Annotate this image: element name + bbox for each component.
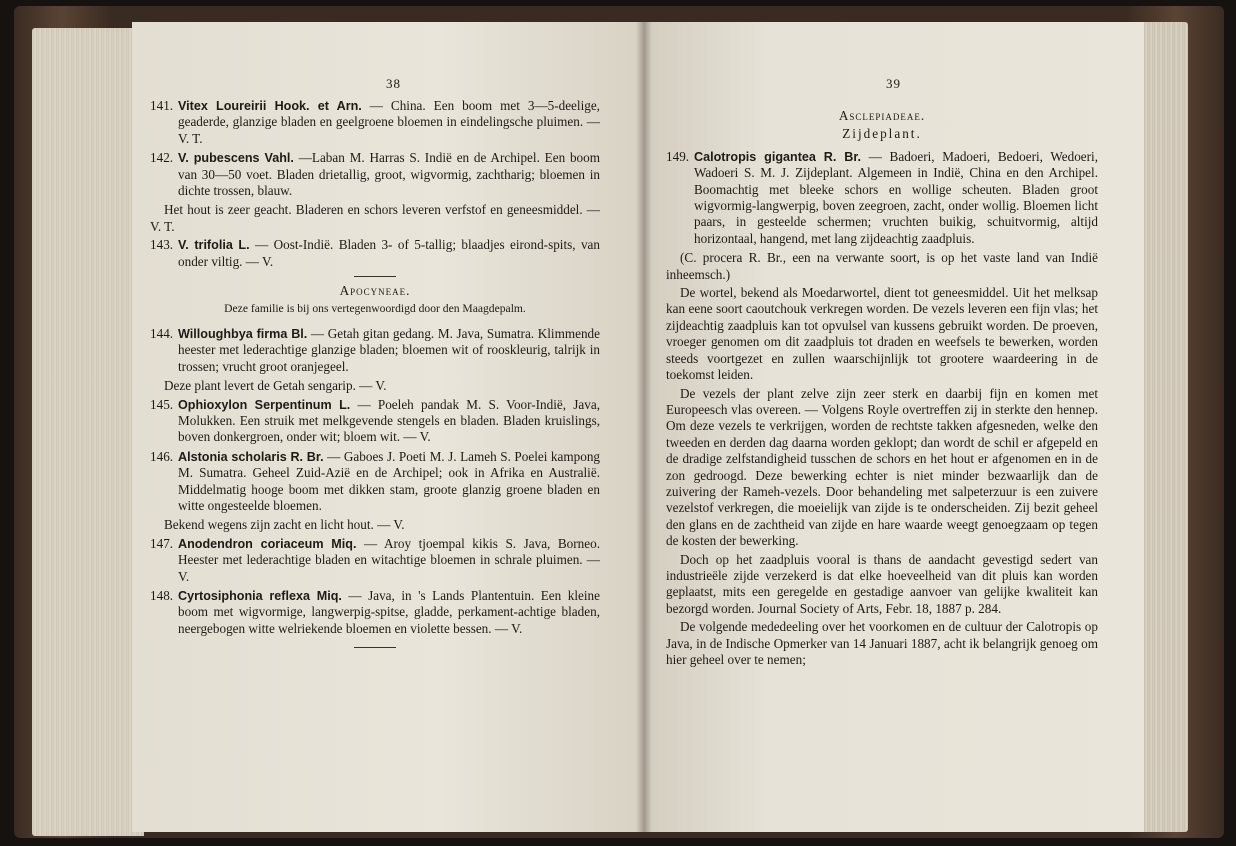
entry-number: 141. [150,98,174,113]
page-edges-left [32,28,144,836]
entry [150,150,600,199]
entry [150,397,600,446]
paragraph: Deze plant levert de Getah sengarip. — V. [164,378,387,394]
paragraph: Bekend wegens zijn zacht en licht hout. — V. [164,517,405,533]
right-page-body [666,102,1098,670]
entry-text: — Gaboes J. Poeti M. J. Lameh S. Poelei kampong M. Sumatra. Geheel Zuid-Azië en de Archipel; ook in Afrika en Australië. Middelmatig hooge boom met dikken stam, groote glanzig groene bladen en witte ongesteelde bloemen. [178,448,601,513]
entry-text: — Aroy tjoempal kikis S. Java, Borneo. Heester met lederachtige bladen en witachtige bloemen in schrale pluimen. — V. [178,535,600,584]
species-name: Ophioxylon Serpentinum L. [178,397,351,412]
entry-text: — China. Een boom met 3—5-deelige, geaderde, glanzige bladen en geelgroene bloemen in eindelingsche pluimen. — V. T. [178,98,600,146]
section-note: Deze familie is bij ons vertegenwoordigd door den Maagdepalm. [224,302,526,316]
entry-text: — Java, in 's Lands Plantentuin. Een kleine boom met wigvormige, langwerpig-spitse, gladde, perkament-achtige bladen, neergebogen witte welriekende bloemen en violette bessen. — V. [178,587,600,636]
right-page [644,22,1144,832]
entry [150,536,600,585]
entry-number: 148. [150,587,174,603]
entry-number: 142. [150,150,174,166]
species-name: Alstonia scholaris R. Br. [178,449,324,464]
species-name: V. trifolia L. [178,238,250,253]
page-number-left: 38 [386,76,401,91]
page-edges-right [1138,22,1188,832]
species-name: V. pubescens Vahl. [178,151,294,166]
species-name: Willoughbya firma Bl. [178,326,308,341]
paragraph: De vezels der plant zelve zijn zeer sterk en daarbij fijn en komen met Europeesch vlas overeen. — Volgens Royle overtreffen zij in sterkte den hennep. Om deze vezels te verkrijgen, worden de rechtste takken afgesneden, welke den tweeden en derden dag daarna worden geklopt; dan wordt de schil er afgepeld en de dradige zelfstandigheid tusschen de schors en het hout er afgenomen en in de zon gedroogd. Deze bewerking echter is niet minder bezwaarlijk dan de zuivering der Rameh-vezels. Door behandeling met salpeterzuur is een zuivere vezelstof verkregen, die moeielijk van zijde is te onderscheiden. Zij bezit geheel den glans en de zachtheid van zijde en hare waarde weegt genoegzaam op tegen de kosten der bewerking. [666,385,1098,549]
entry-text: — Poeleh pandak M. S. Voor-Indië, Java, Molukken. Een struik met melkgevende stengels en bladen. Bladen kruislings, boven donkergroen, onder wit; bloem wit. — V. [178,396,600,445]
section-title-asclepiadeae: Asclepiadeae. [838,108,926,123]
entry-text: — Oost-Indië. Bladen 3- of 5-tallig; blaadjes eirond-spits, van onder viltig. — V. [178,237,600,269]
section-subtitle: Zijdeplant. [842,126,922,142]
entry-text: —Laban M. Harras S. Indië en de Archipel. Een boom van 30—50 voet. Bladen drietallig, groot, wigvormig, zachtharig; bloemen in dichte trossen, blauw. [178,150,600,199]
entry-number: 143. [150,237,174,253]
paragraph: (C. procera R. Br., een na verwante soort, is op het vaste land van Indië inheemsch.) [666,250,1098,282]
gutter-shadow [636,22,652,832]
paragraph: Het hout is zeer geacht. Bladeren en schors leveren verfstof en geneesmiddel. — V. T. [150,202,600,234]
paragraph: De wortel, bekend als Moedarwortel, dient tot geneesmiddel. Uit het melksap kan eene soort caoutchouk verkregen worden. De vezels leveren een fijn vlas; het zijdeachtig zaadpluis kan tot opvulsel van kussens gebruikt worden. De proeven, vroeger genomen om dit zaadpluis tot draden en weefsels te bewerken, worden steeds voortgezet en zullen waarschijnlijk tot grootere waardeering in de toekomst leiden. [666,285,1098,383]
right-paragraphs [666,250,1098,668]
section-title-apocyneae: Apocyneae. [339,283,411,299]
entry [150,98,600,147]
entry-number: 144. [150,325,174,341]
entry-149: 149. Calotropis gigantea R. Br. — Badoeri, Madoeri, Bedoeri, Wedoeri, Wadoeri S. M. J. Zijdeplant. Algemeen in Indië, China en den Archipel. Boomachtig met bleeke schors en wollige scheuten. Bladen groot wigvormig-langwerpig, boven zeegroen, zacht, onder wollig. Bloemen licht paars, in gesteelde schermen; vruchten buikig, schuitvormig, altijd horizontaal, hangend, met lang zijdeachtig zaadpluis. [666,148,1098,246]
entry-number: 146. [150,448,174,464]
species-name: Anodendron coriaceum Miq. [178,536,357,551]
paragraph: Doch op het zaadpluis vooral is thans de aandacht gevestigd sedert van industrieële zijde verzekerd is dat elke hoeveelheid van dit pluis kan worden geplaatst, mits een geregelde en gestadige aanvoer van gelijke kwaliteit kan bezorgd worden. Journal Society of Arts, Febr. 18, 1887 p. 284. [666,551,1098,616]
entry-number: 145. [150,396,174,412]
divider-rule-end [354,647,396,648]
left-page [132,22,644,832]
entry [150,449,600,515]
entry-text: — Getah gitan gedang. M. Java, Sumatra. Klimmende heester met lederachtige glanzige bladen; bloemen wit of rooskleurig, talrijk in trossen; vrucht groot oranjegeel. [178,325,600,374]
page-number-right: 39 [886,76,901,91]
paragraph: De volgende mededeeling over het voorkomen en de cultuur der Calotropis op Java, in de Indische Opmerker van 14 Januari 1887, acht ik belangrijk genoeg om hier geheel over te nemen; [666,619,1098,667]
entries-bottom [150,326,600,637]
left-page-body [150,98,600,654]
species-name: Cyrtosiphonia reflexa Miq. [178,588,342,603]
entry [150,326,600,375]
divider-rule [354,276,396,277]
entry [150,237,600,270]
entry-number: 147. [150,535,174,551]
species-name: Vitex Loureirii Hook. et Arn. [178,99,362,113]
entry [150,588,600,637]
entries-top [150,98,600,270]
